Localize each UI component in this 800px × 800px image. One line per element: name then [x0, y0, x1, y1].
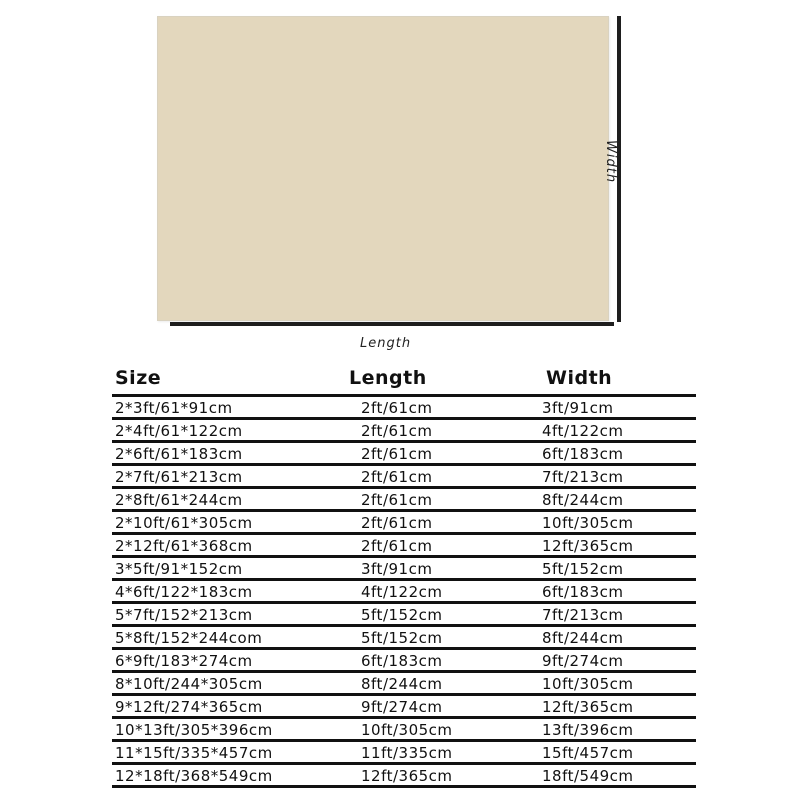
cell-length: 12ft/365cm: [361, 767, 453, 785]
cell-width: 15ft/457cm: [542, 744, 634, 762]
size-table: [112, 362, 696, 788]
table-row: [112, 673, 696, 696]
cell-size: 2*12ft/61*368cm: [115, 537, 253, 555]
cell-length: 2ft/61cm: [361, 422, 433, 440]
table-row: [112, 489, 696, 512]
cell-width: 4ft/122cm: [542, 422, 624, 440]
cell-size: 9*12ft/274*365cm: [115, 698, 263, 716]
cell-size: 2*8ft/61*244cm: [115, 491, 243, 509]
table-row: [112, 443, 696, 466]
cell-length: 2ft/61cm: [361, 491, 433, 509]
cell-length: 9ft/274cm: [361, 698, 443, 716]
table-row: [112, 627, 696, 650]
cell-length: 2ft/61cm: [361, 468, 433, 486]
table-row: [112, 719, 696, 742]
cell-width: 8ft/244cm: [542, 629, 624, 647]
cell-width: 3ft/91cm: [542, 399, 614, 417]
cell-size: 6*9ft/183*274cm: [115, 652, 253, 670]
cell-width: 13ft/396cm: [542, 721, 634, 739]
cell-size: 4*6ft/122*183cm: [115, 583, 253, 601]
cell-size: 2*3ft/61*91cm: [115, 399, 233, 417]
cell-width: 10ft/305cm: [542, 514, 634, 532]
table-row: [112, 650, 696, 673]
table-row: [112, 742, 696, 765]
width-label: Width: [603, 140, 618, 184]
cell-length: 2ft/61cm: [361, 399, 433, 417]
cell-width: 7ft/213cm: [542, 468, 624, 486]
cell-size: 2*4ft/61*122cm: [115, 422, 243, 440]
cell-size: 12*18ft/368*549cm: [115, 767, 273, 785]
cell-size: 2*7ft/61*213cm: [115, 468, 243, 486]
table-row: [112, 558, 696, 581]
cell-size: 8*10ft/244*305cm: [115, 675, 263, 693]
cell-width: 7ft/213cm: [542, 606, 624, 624]
cell-length: 2ft/61cm: [361, 514, 433, 532]
table-header: [112, 362, 696, 397]
cell-width: 9ft/274cm: [542, 652, 624, 670]
table-row: [112, 696, 696, 719]
cell-length: 8ft/244cm: [361, 675, 443, 693]
table-row: [112, 765, 696, 788]
table-row: [112, 535, 696, 558]
table-row: [112, 512, 696, 535]
cell-width: 8ft/244cm: [542, 491, 624, 509]
table-row: [112, 581, 696, 604]
cell-length: 3ft/91cm: [361, 560, 433, 578]
cell-size: 2*10ft/61*305cm: [115, 514, 253, 532]
cell-size: 3*5ft/91*152cm: [115, 560, 243, 578]
cell-width: 18ft/549cm: [542, 767, 634, 785]
table-row: [112, 604, 696, 627]
cell-size: 5*7ft/152*213cm: [115, 606, 253, 624]
cell-size: 2*6ft/61*183cm: [115, 445, 243, 463]
cell-width: 10ft/305cm: [542, 675, 634, 693]
cell-length: 11ft/335cm: [361, 744, 453, 762]
cell-size: 10*13ft/305*396cm: [115, 721, 273, 739]
cell-width: 12ft/365cm: [542, 698, 634, 716]
cell-length: 2ft/61cm: [361, 537, 433, 555]
table-row: [112, 466, 696, 489]
cell-width: 12ft/365cm: [542, 537, 634, 555]
table-row: [112, 420, 696, 443]
header-length: Length: [349, 367, 427, 389]
cell-length: 2ft/61cm: [361, 445, 433, 463]
cell-length: 5ft/152cm: [361, 606, 443, 624]
cell-width: 6ft/183cm: [542, 445, 624, 463]
cell-size: 5*8ft/152*244com: [115, 629, 263, 647]
cell-size: 11*15ft/335*457cm: [115, 744, 273, 762]
cell-length: 6ft/183cm: [361, 652, 443, 670]
length-dimension-bar: [170, 322, 614, 326]
cell-width: 5ft/152cm: [542, 560, 624, 578]
rug-illustration: [157, 16, 609, 321]
length-label: Length: [360, 336, 412, 351]
table-body: [112, 397, 696, 788]
header-width: Width: [546, 367, 613, 389]
cell-length: 4ft/122cm: [361, 583, 443, 601]
table-row: [112, 397, 696, 420]
cell-length: 10ft/305cm: [361, 721, 453, 739]
cell-width: 6ft/183cm: [542, 583, 624, 601]
header-size: Size: [115, 367, 162, 389]
cell-length: 5ft/152cm: [361, 629, 443, 647]
